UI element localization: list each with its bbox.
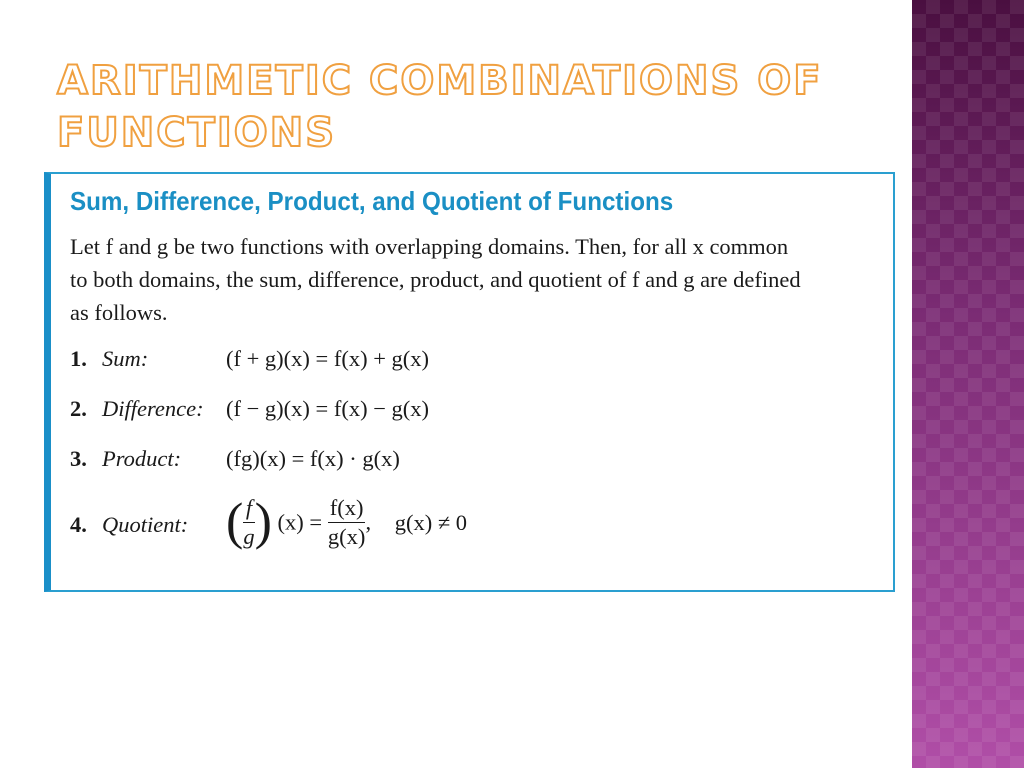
quotient-formula	[226, 494, 467, 551]
quotient-fraction-values	[328, 494, 366, 551]
fraction-numerator: f(x)	[328, 494, 366, 523]
quotient-comma: ,	[365, 509, 372, 535]
intro-line-1: Let f and g be two functions with overlapping domains. Then, for all x common	[70, 234, 789, 259]
quotient-fraction-f-over-g	[243, 494, 254, 551]
definition-intro	[70, 230, 890, 329]
item-label: Difference:	[102, 396, 204, 421]
quotient-open-paren: (	[226, 493, 244, 551]
quotient-close-paren: )	[254, 493, 272, 551]
decorative-side-panel	[912, 0, 1024, 768]
item-number: 2.	[70, 396, 87, 421]
fraction-denominator: g	[243, 524, 255, 549]
item-label: Product:	[102, 446, 182, 471]
quotient-condition: g(x) ≠ 0	[394, 509, 468, 535]
item-label: Sum:	[102, 346, 149, 371]
item-number: 3.	[70, 446, 87, 471]
definition-box	[44, 172, 895, 592]
intro-line-3: as follows.	[70, 300, 168, 325]
product-formula: (fg)(x) = f(x) · g(x)	[226, 446, 400, 471]
quotient-middle: (x) =	[277, 509, 323, 535]
item-number: 1.	[70, 346, 87, 371]
slide-title: ARITHMETIC COMBINATIONS OF FUNCTIONS	[57, 58, 823, 156]
fraction-denominator: g(x)	[327, 524, 366, 549]
sum-formula: (f + g)(x) = f(x) + g(x)	[226, 346, 429, 371]
item-label: Quotient:	[102, 512, 189, 537]
definition-heading: Sum, Difference, Product, and Quotient of Functions	[70, 186, 674, 216]
item-number: 4.	[70, 512, 87, 537]
intro-line-2: to both domains, the sum, difference, product, and quotient of f and g are defined	[70, 267, 801, 292]
fraction-numerator: f	[243, 494, 254, 523]
difference-formula: (f − g)(x) = f(x) − g(x)	[226, 396, 429, 421]
